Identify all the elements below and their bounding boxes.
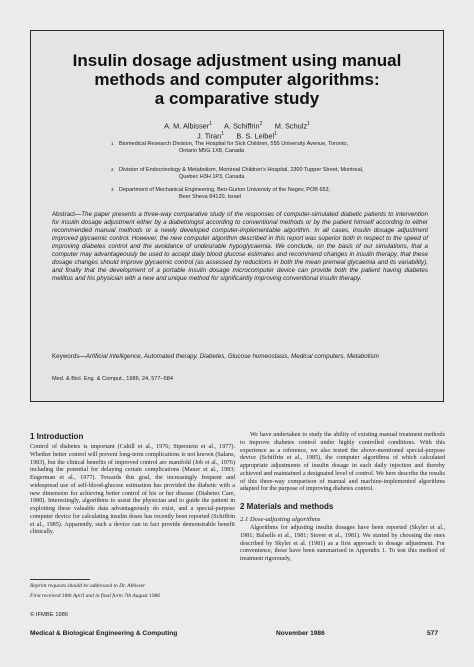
author-line: A. M. Albisser$^1$ A. Schiffrin$^2$ M. Schulz$^1$ bbox=[164, 121, 310, 131]
affiliation: 1 Biomedical Research Division, The Hospital for Sick Children, 555 University Avenue, Toronto, Ontario M5G 1X8, Canada bbox=[111, 141, 348, 154]
abstract-text: —The paper presents a three-way comparative study of the responses of computer-simulated diabetic patients to intervention for insulin dosage adjustment either by a diabetologist according to conventional methods or by the patient himself according to either recommended manual methods or a newly developed computer-implementable algorithm. In all cases, insulin dosage adjustment improved glycaemic control. However, the new computer algorithm described in this report was superior both in respect to the speed of improving diabetes control and the avoidance of undesirable hypoglycaemia. We conclude, on the basis of our simulations, that a computer may advantageously be used to accept daily blood glucose estimates and recommend changes in insulin therapy, that these dosage changes should improve glycaemic control (as assessed by reductions in both the mean premeal glycaemia and its variability), and finally that the development of a portable insulin dosage microcomputer device can provide both the patient having diabetes mellitus and his physician with a new and unique method for significantly improving conventional insulin therapy. bbox=[52, 211, 428, 283]
author-name: A. Schiffrin bbox=[223, 121, 260, 131]
title-line: a comparative study bbox=[154, 89, 320, 108]
footnote: First received 18th April and in final form 7th August 1986 bbox=[30, 593, 161, 599]
author-name: J. Tiran bbox=[197, 131, 222, 141]
footer-journal: Medical & Biological Engineering & Computing bbox=[30, 630, 178, 637]
section-heading: 2 Materials and methods bbox=[240, 502, 334, 511]
keywords-text: —Artificial intelligence, Automated therapy, Diabetes, Glucose homeostasis, Medical computers, Metabolism bbox=[79, 353, 379, 360]
footnote-rule bbox=[30, 579, 90, 580]
paragraph: Algorithms for adjusting insulin dosages have been reported (Skyler et al., 1981; Balsells et al., 1981; Stover et al., 1981). We started by choosing the ones described by Skyler et al. (1981) as a first approach to dosage adjustment. For convenience, these have been summarised in Appendix 1. To test this method of treatment rigorously, bbox=[240, 525, 445, 562]
author-name: M. Schulz bbox=[274, 121, 308, 131]
journal-reference: Med. & Biol. Eng. & Comput., 1986, 24, 577–584 bbox=[52, 376, 173, 382]
keywords bbox=[52, 353, 428, 361]
keywords-label: Keywords bbox=[52, 353, 80, 360]
author-name: A. M. Albisser bbox=[164, 121, 210, 131]
footnote: Reprint requests should be addressed to Dr. Albisser bbox=[30, 583, 146, 589]
abstract-label: Abstract bbox=[52, 211, 75, 218]
subsection-heading: 2.1 Dose-adjusting algorithms bbox=[240, 516, 321, 523]
abstract bbox=[52, 211, 428, 283]
affiliation: 2 Division of Endocrinology & Metabolism, Montreal Children's Hospital, 2300 Tupper Street, Montreal, Quebec H3H 1P3, Canada bbox=[111, 167, 364, 180]
paper-title bbox=[31, 51, 443, 108]
affiliation: 3 Department of Mechanical Engineering, Ben-Gurion University of the Negev, POB 653, Beer Sheva 84120, Israel bbox=[111, 187, 331, 200]
left-column bbox=[30, 432, 235, 537]
author-line: J. Tiran$^1$ B. S. Leibel$^1$ bbox=[197, 131, 277, 141]
author-name: B. S. Leibel bbox=[236, 131, 275, 141]
intro-paragraph: Control of diabetes is important (Cahill et al., 1976; Siperstein et al., 1977). Whether better control will prevent long-term complications is not known (Salans, 1983), but the clinical benefits of improved control are manifold (Job et al., 1976) including the potential for delaying certain complications (Mauer et al., 1983; Engerman et al., 1977). Towards this goal, the increasingly frequent and widespread use of self-blood-glucose estimation has provided the diabetic with a new dimension for achieving better control of his or her disease (Diabetes Care, 1980). Interestingly, algorithms to assist the physician and to guide the patient in exploiting these valuable data advantageously do exist, and a special-purpose computer device for calculating insulin doses has recently been reported (Schiffrin et al., 1985). Apparently, such a device can in fact provide demonstrable benefit clinically. bbox=[30, 444, 235, 536]
page-number: 577 bbox=[427, 630, 439, 637]
abstract-box bbox=[30, 30, 444, 402]
footer-date: November 1986 bbox=[276, 630, 325, 637]
copyright: © IFMBE 1986 bbox=[30, 612, 69, 618]
right-column bbox=[240, 432, 445, 564]
title-line: methods and computer algorithms: bbox=[94, 70, 380, 89]
title-line: Insulin dosage adjustment using manual bbox=[72, 51, 402, 70]
section-heading: 1 Introduction bbox=[30, 432, 84, 441]
paragraph: We have undertaken to study the ability of existing manual treatment methods to improve diabetes control under highly controlled conditions. With this experience as a reference, we also tested the above-mentioned special-purpose device (Schiffrin et al., 1985), the computer algorithms of which calculated appropriate adjustments of insulin dosage in each daily injection and thereby achieved and maintained a designated level of control. We here describe the results of this three-way comparison of manual and machine-implemented algorithms adapted for the purpose of improving diabetes control. bbox=[240, 432, 445, 493]
